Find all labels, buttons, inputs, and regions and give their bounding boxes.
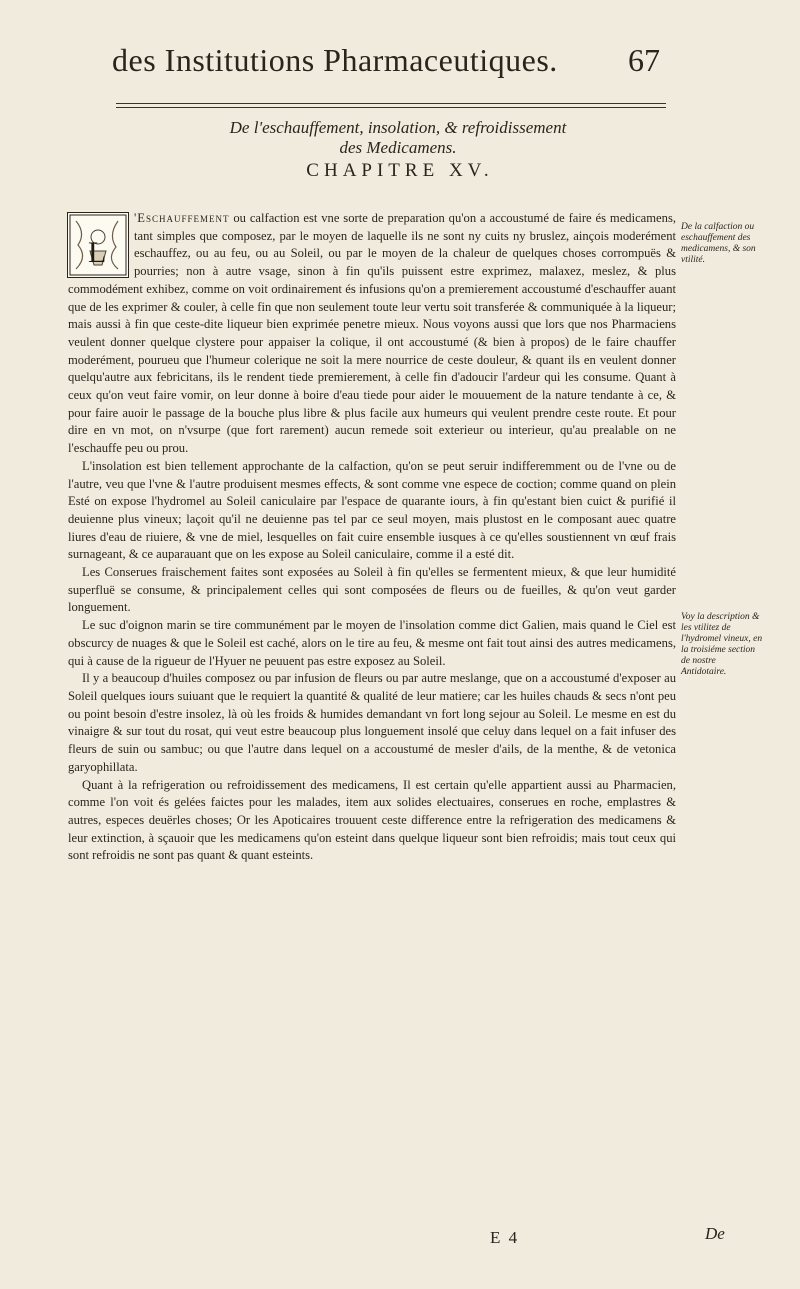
- catchword: De: [705, 1224, 725, 1243]
- paragraph-2: L'insolation est bien tellement approchante de la calfaction, qu'on se peut seruir indifferemment ou de l'vne ou de l'autre, veu que l'vne & l'autre produisent mesmes effects, & sont comme vne espece de coction; comme quand on plein Esté on expose l'hydromel au Soleil caniculaire par l'espace de quarante iours, à fin qu'estant bien cuict & purifié il deuienne plus vineux; laçoit qu'il ne deuienne pas tel par ce seul moyen, mais plustost en le composant auec quatre liures d'eau de riuiere, & vne de miel, lesquelles on fait cuire ensemble iusques à ce qu'elles soustiennent vn œuf frais surnageant, & ce auparauant que on les expose au Soleil caniculaire, comme il a esté dit.: [68, 458, 676, 562]
- margin-note: De la calfaction ou eschauffement des medicamens, & son vtilité.: [681, 222, 756, 265]
- paragraph-4: Le suc d'oignon marin se tire communément par le moyen de l'insolation comme dict Galien, mais quand le Ciel est obscurcy de nuages & que le Soleil est caché, alors on le tire au feu, & mesme ont fait tout ainsi des autres medicamens, qui à cause de la rigueur de l'Hyuer ne peuuent pas estre exposez au Soleil.: [68, 618, 676, 668]
- header-rule-double: [116, 107, 666, 108]
- page-number: 67: [628, 42, 660, 78]
- paragraph-1: [68, 210, 676, 458]
- paragraph-3: Les Conserues fraischement faites sont exposées au Soleil à fin qu'elles se fermentent mieux, & que leur humidité superfluë se consume, & principalement celles qui sont composées de fleurs ou de fueilles, & qu'on veut garder longuement.: [68, 565, 676, 615]
- signature-mark: E 4: [490, 1228, 520, 1247]
- body-text: [68, 210, 676, 865]
- svg-text:L: L: [88, 236, 107, 269]
- initial-space: [68, 210, 134, 276]
- chapter-heading: CHAPITRE XV.: [306, 160, 494, 181]
- paragraph-text: ou calfaction est vne sorte de preparation qu'on a accoustumé de faire és medicamens, tant simples que composez, par le moyen de laquelle ils ne sont ny cuits ny bruslez, ainçois moderément eschauffez, ou au feu, ou au Soleil, ou par le moyen de la chaleur de quelques choses corrompuës & pourries; non à autre vsage, sinon à fin qu'ils puissent estre exprimez, malaxez, meslez, & plus commodément exhibez, comme on voit ordinairement és infusions qu'on a premierement accoustumé d'eschauffer auant que de les exprimer & couler, à celle fin que non seulement toute leur vertu soit transferée & communiquée à la liqueur; mais aussi à fin que ceste-dite liqueur bien exprimée penetre mieux. Nous voyons aussi que lors que nos Pharmaciens veulent donner quelque clystere pour appaiser la colique, il ont accoustumé (& bien à propos) de le faire chauffer moderément, pourueu que l'humeur colerique ne soit la mere nourrice de ceste douleur, & quant ils en veulent donner quelqu'autre aux febricitans, ils le rendent tiede premierement, à celle fin d'adoucir l'ardeur qui les consume. Quant à ceux qu'on veut faire vomir, on leur donne à boire d'eau tiede pour aider le mouuement de la nature tendante à ce, & pour faire auoir le passage de la bouche plus libre & plus facile aux humeurs qui veulent prendre ceste route. Et pour dire en vn mot, on n'vsurpe (que fort rarement) aucun remede soit exterieur ou interieur, qu'au prealable on ne l'eschauffe peu ou prou.: [68, 211, 676, 456]
- header-rule: [116, 103, 666, 104]
- section-title-line2: des Medicamens.: [339, 138, 457, 157]
- paragraph-lead: 'Eschauffement: [134, 211, 230, 225]
- section-title: De l'eschauffement, insolation, & refroidissement: [229, 118, 567, 137]
- running-head: des Institutions Pharmaceutiques.: [112, 42, 558, 78]
- margin-note: Voy la description & les vtilitez de l'hydromel vineux, en la troisiéme section de nostre Antidotaire.: [681, 612, 763, 677]
- paragraph-5: Il y a beaucoup d'huiles composez ou par infusion de fleurs ou par autre meslange, que on a accoustumé d'exposer au Soleil quelques iours suiuant que le requiert la quantité & qualité de leur matiere; car les huiles chauds & secs n'ont peu ou point besoin d'estre insolez, là où les froids & humides demandant vn fort long sejour au Soleil. Le mesme en est du vinaigre & sur tout du rosat, qui veut estre beaucoup plus longuement insolé que celuy dans lequel on a fait infuser des fleurs de suin ou sambuc; ou que l'autre dans lequel on a accoustumé de mesler d'ails, de la menthe, & de vetonica garyophillata.: [68, 671, 676, 774]
- paragraph-6: Quant à la refrigeration ou refroidissement des medicamens, Il est certain qu'elle appartient aussi au Pharmacien, comme l'on voit és gelées faictes pour les malades, item aux solides electuaires, conserues en roche, emplastres & autres, especes deuërles choses; Or les Apoticaires trouuent ceste difference entre la refrigeration des medicamens & leur extinction, à sçauoir que les medicamens qu'on esteint dans quelque liqueur sont bien refroidis; mais tout ceux qui sont refroidis ne sont pas quant & quant esteints.: [68, 777, 676, 863]
